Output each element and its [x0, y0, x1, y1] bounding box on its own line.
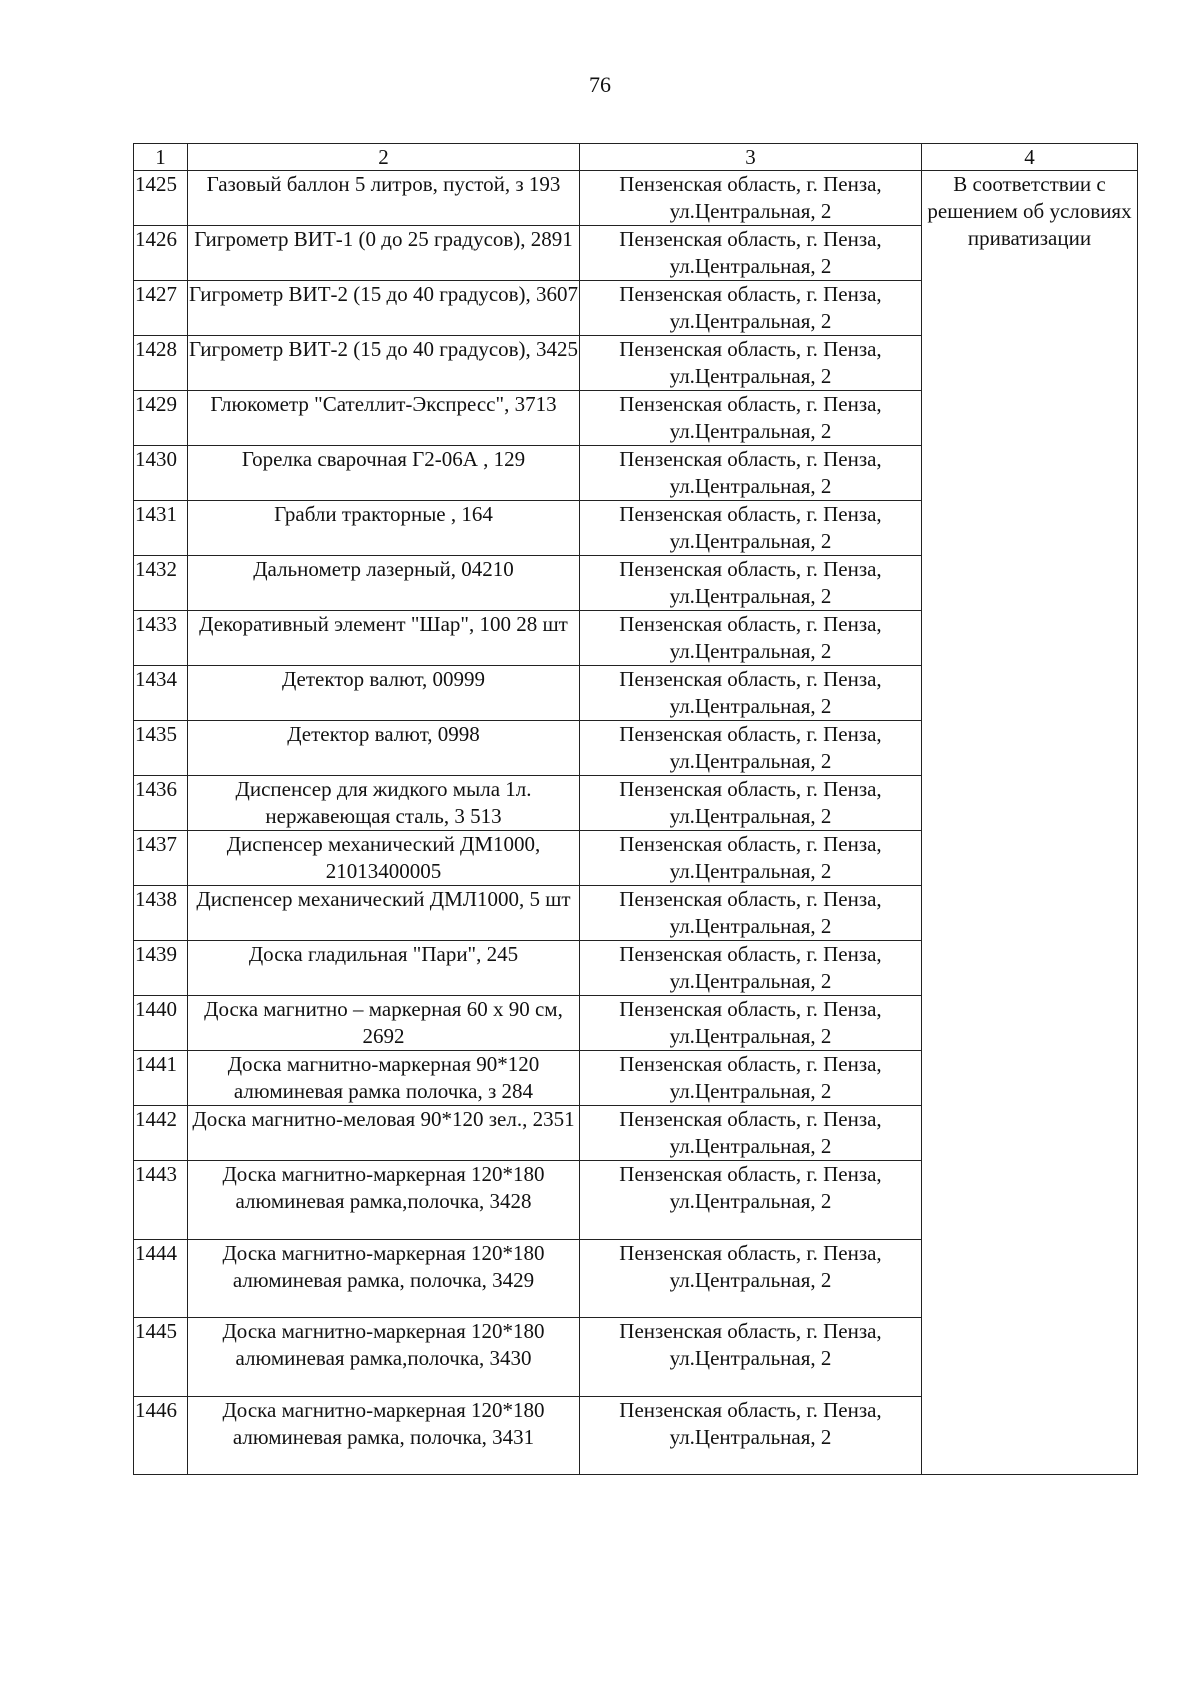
row-number: 1436	[134, 776, 188, 831]
item-name: Доска гладильная "Пари", 245	[188, 941, 580, 996]
column-header: 2	[188, 144, 580, 171]
item-address: Пензенская область, г. Пенза, ул.Центральная, 2	[580, 1318, 922, 1397]
item-address: Пензенская область, г. Пенза, ул.Центральная, 2	[580, 996, 922, 1051]
item-address: Пензенская область, г. Пенза, ул.Центральная, 2	[580, 336, 922, 391]
table-header-row	[134, 144, 1138, 171]
item-address: Пензенская область, г. Пенза, ул.Центральная, 2	[580, 501, 922, 556]
item-address: Пензенская область, г. Пенза, ул.Центральная, 2	[580, 666, 922, 721]
item-name: Гигрометр ВИТ-2 (15 до 40 градусов), 3425	[188, 336, 580, 391]
item-name: Дальнометр лазерный, 04210	[188, 556, 580, 611]
item-address: Пензенская область, г. Пенза, ул.Центральная, 2	[580, 556, 922, 611]
item-address: Пензенская область, г. Пенза, ул.Центральная, 2	[580, 446, 922, 501]
property-table	[133, 143, 1138, 1475]
item-name: Диспенсер механический ДМ1000, 21013400005	[188, 831, 580, 886]
item-address: Пензенская область, г. Пенза, ул.Центральная, 2	[580, 886, 922, 941]
table-row	[134, 171, 1138, 226]
privatization-note: В соответствии с решением об условиях приватизации	[922, 171, 1138, 1475]
row-number: 1444	[134, 1239, 188, 1318]
item-name: Декоративный элемент "Шар", 100 28 шт	[188, 611, 580, 666]
item-address: Пензенская область, г. Пенза, ул.Центральная, 2	[580, 1106, 922, 1161]
item-name: Доска магнитно-маркерная 90*120 алюминевая рамка полочка, з 284	[188, 1051, 580, 1106]
row-number: 1427	[134, 281, 188, 336]
item-name: Доска магнитно-маркерная 120*180 алюминевая рамка,полочка, 3430	[188, 1318, 580, 1397]
row-number: 1435	[134, 721, 188, 776]
row-number: 1439	[134, 941, 188, 996]
row-number: 1426	[134, 226, 188, 281]
item-address: Пензенская область, г. Пенза, ул.Центральная, 2	[580, 1161, 922, 1240]
page-number: 76	[589, 72, 611, 97]
row-number: 1442	[134, 1106, 188, 1161]
item-name: Детектор валют, 00999	[188, 666, 580, 721]
row-number: 1428	[134, 336, 188, 391]
column-header: 4	[922, 144, 1138, 171]
item-address: Пензенская область, г. Пенза, ул.Центральная, 2	[580, 1396, 922, 1475]
item-name: Доска магнитно-меловая 90*120 зел., 2351	[188, 1106, 580, 1161]
row-number: 1441	[134, 1051, 188, 1106]
row-number: 1433	[134, 611, 188, 666]
item-address: Пензенская область, г. Пенза, ул.Центральная, 2	[580, 391, 922, 446]
row-number: 1446	[134, 1396, 188, 1475]
item-address: Пензенская область, г. Пенза, ул.Центральная, 2	[580, 611, 922, 666]
item-name: Доска магнитно-маркерная 120*180 алюминевая рамка,полочка, 3428	[188, 1161, 580, 1240]
item-name: Гигрометр ВИТ-2 (15 до 40 градусов), 3607	[188, 281, 580, 336]
item-name: Горелка сварочная Г2-06А , 129	[188, 446, 580, 501]
item-name: Детектор валют, 0998	[188, 721, 580, 776]
item-name: Грабли тракторные , 164	[188, 501, 580, 556]
item-name: Глюкометр "Сателлит-Экспресс", 3713	[188, 391, 580, 446]
row-number: 1429	[134, 391, 188, 446]
item-address: Пензенская область, г. Пенза, ул.Центральная, 2	[580, 171, 922, 226]
row-number: 1437	[134, 831, 188, 886]
item-name: Диспенсер механический ДМЛ1000, 5 шт	[188, 886, 580, 941]
item-address: Пензенская область, г. Пенза, ул.Центральная, 2	[580, 281, 922, 336]
item-address: Пензенская область, г. Пенза, ул.Центральная, 2	[580, 776, 922, 831]
item-address: Пензенская область, г. Пенза, ул.Центральная, 2	[580, 1051, 922, 1106]
item-address: Пензенская область, г. Пенза, ул.Центральная, 2	[580, 721, 922, 776]
item-address: Пензенская область, г. Пенза, ул.Центральная, 2	[580, 831, 922, 886]
item-name: Доска магнитно-маркерная 120*180 алюминевая рамка, полочка, 3429	[188, 1239, 580, 1318]
item-address: Пензенская область, г. Пенза, ул.Центральная, 2	[580, 941, 922, 996]
row-number: 1440	[134, 996, 188, 1051]
row-number: 1432	[134, 556, 188, 611]
row-number: 1430	[134, 446, 188, 501]
item-name: Доска магнитно – маркерная 60 х 90 см, 2692	[188, 996, 580, 1051]
item-address: Пензенская область, г. Пенза, ул.Центральная, 2	[580, 226, 922, 281]
row-number: 1431	[134, 501, 188, 556]
column-header: 3	[580, 144, 922, 171]
item-name: Гигрометр ВИТ-1 (0 до 25 градусов), 2891	[188, 226, 580, 281]
item-name: Диспенсер для жидкого мыла 1л. нержавеющая сталь, 3 513	[188, 776, 580, 831]
item-name: Газовый баллон 5 литров, пустой, з 193	[188, 171, 580, 226]
row-number: 1434	[134, 666, 188, 721]
item-name: Доска магнитно-маркерная 120*180 алюминевая рамка, полочка, 3431	[188, 1396, 580, 1475]
row-number: 1445	[134, 1318, 188, 1397]
row-number: 1425	[134, 171, 188, 226]
item-address: Пензенская область, г. Пенза, ул.Центральная, 2	[580, 1239, 922, 1318]
row-number: 1443	[134, 1161, 188, 1240]
column-header: 1	[134, 144, 188, 171]
row-number: 1438	[134, 886, 188, 941]
